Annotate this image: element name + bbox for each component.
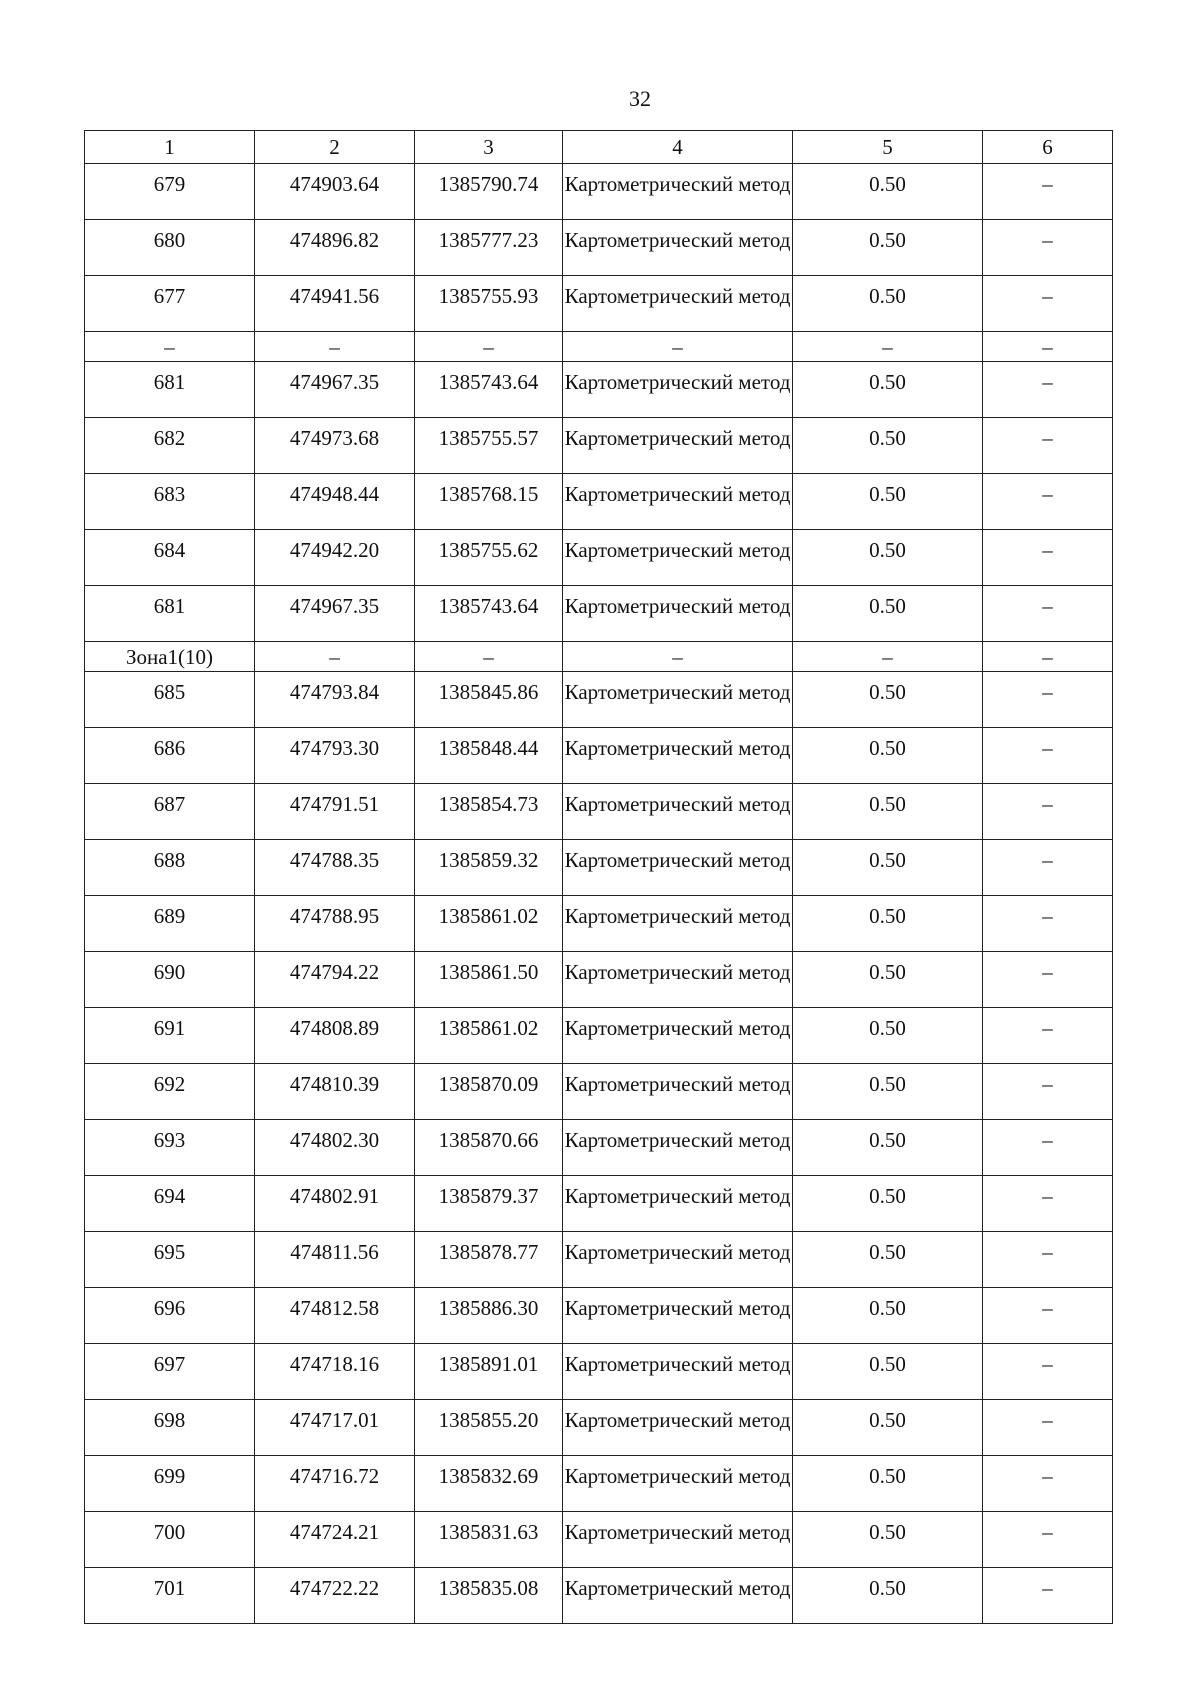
note-cell: – [983, 728, 1113, 784]
y-coordinate-cell: 1385848.44 [415, 728, 563, 784]
method-cell: Картометрический метод [563, 1064, 793, 1120]
method-cell: Картометрический метод [563, 672, 793, 728]
note-cell: – [983, 164, 1113, 220]
table-row [85, 164, 1113, 220]
column-header-5: 5 [793, 131, 983, 164]
table-row [85, 1400, 1113, 1456]
x-coordinate-cell: – [255, 642, 415, 672]
y-coordinate-cell: 1385854.73 [415, 784, 563, 840]
table-row [85, 530, 1113, 586]
point-number-cell: 696 [85, 1288, 255, 1344]
point-number-cell: 695 [85, 1232, 255, 1288]
y-coordinate-cell: 1385790.74 [415, 164, 563, 220]
point-number-cell: 700 [85, 1512, 255, 1568]
y-coordinate-cell: 1385755.62 [415, 530, 563, 586]
method-cell: Картометрический метод [563, 896, 793, 952]
x-coordinate-cell: 474802.91 [255, 1176, 415, 1232]
x-coordinate-cell: 474811.56 [255, 1232, 415, 1288]
y-coordinate-cell: 1385855.20 [415, 1400, 563, 1456]
table-row [85, 1232, 1113, 1288]
y-coordinate-cell: 1385891.01 [415, 1344, 563, 1400]
method-cell: Картометрический метод [563, 1568, 793, 1624]
note-cell: – [983, 784, 1113, 840]
x-coordinate-cell: 474793.84 [255, 672, 415, 728]
y-coordinate-cell: 1385886.30 [415, 1288, 563, 1344]
accuracy-cell: 0.50 [793, 362, 983, 418]
note-cell: – [983, 220, 1113, 276]
y-coordinate-cell: 1385859.32 [415, 840, 563, 896]
column-header-3: 3 [415, 131, 563, 164]
method-cell: Картометрический метод [563, 1008, 793, 1064]
note-cell: – [983, 1288, 1113, 1344]
note-cell: – [983, 672, 1113, 728]
note-cell: – [983, 1176, 1113, 1232]
point-number-cell: 692 [85, 1064, 255, 1120]
column-header-2: 2 [255, 131, 415, 164]
x-coordinate-cell: 474722.22 [255, 1568, 415, 1624]
accuracy-cell: 0.50 [793, 164, 983, 220]
accuracy-cell: 0.50 [793, 276, 983, 332]
method-cell: Картометрический метод [563, 1176, 793, 1232]
x-coordinate-cell: 474942.20 [255, 530, 415, 586]
table-row [85, 840, 1113, 896]
x-coordinate-cell: 474896.82 [255, 220, 415, 276]
x-coordinate-cell: 474788.95 [255, 896, 415, 952]
table-row [85, 784, 1113, 840]
point-number-cell: 694 [85, 1176, 255, 1232]
y-coordinate-cell: 1385870.09 [415, 1064, 563, 1120]
method-cell: Картометрический метод [563, 1512, 793, 1568]
accuracy-cell: 0.50 [793, 1064, 983, 1120]
point-number-cell: 679 [85, 164, 255, 220]
method-cell: Картометрический метод [563, 1344, 793, 1400]
note-cell: – [983, 586, 1113, 642]
table-row [85, 1512, 1113, 1568]
table-row [85, 362, 1113, 418]
accuracy-cell: 0.50 [793, 586, 983, 642]
x-coordinate-cell: 474941.56 [255, 276, 415, 332]
accuracy-cell: 0.50 [793, 1176, 983, 1232]
note-cell: – [983, 952, 1113, 1008]
method-cell: – [563, 332, 793, 362]
table-row [85, 642, 1113, 672]
table-row [85, 1568, 1113, 1624]
coordinates-table [84, 130, 1113, 1624]
accuracy-cell: – [793, 642, 983, 672]
accuracy-cell: – [793, 332, 983, 362]
y-coordinate-cell: 1385861.02 [415, 1008, 563, 1064]
accuracy-cell: 0.50 [793, 672, 983, 728]
x-coordinate-cell: 474718.16 [255, 1344, 415, 1400]
point-number-cell: 686 [85, 728, 255, 784]
x-coordinate-cell: 474903.64 [255, 164, 415, 220]
y-coordinate-cell: 1385870.66 [415, 1120, 563, 1176]
method-cell: Картометрический метод [563, 418, 793, 474]
page-number: 32 [629, 86, 651, 111]
column-header-1: 1 [85, 131, 255, 164]
note-cell: – [983, 1008, 1113, 1064]
point-number-cell: 684 [85, 530, 255, 586]
x-coordinate-cell: 474793.30 [255, 728, 415, 784]
table-row [85, 1064, 1113, 1120]
table-row [85, 332, 1113, 362]
accuracy-cell: 0.50 [793, 1456, 983, 1512]
y-coordinate-cell: 1385755.57 [415, 418, 563, 474]
point-number-cell: 681 [85, 362, 255, 418]
point-number-cell: – [85, 332, 255, 362]
point-number-cell: 693 [85, 1120, 255, 1176]
point-number-cell: 685 [85, 672, 255, 728]
note-cell: – [983, 418, 1113, 474]
x-coordinate-cell: 474724.21 [255, 1512, 415, 1568]
method-cell: Картометрический метод [563, 784, 793, 840]
table-row [85, 276, 1113, 332]
column-header-4: 4 [563, 131, 793, 164]
table-row [85, 418, 1113, 474]
note-cell: – [983, 642, 1113, 672]
method-cell: Картометрический метод [563, 164, 793, 220]
table-row [85, 1176, 1113, 1232]
x-coordinate-cell: 474973.68 [255, 418, 415, 474]
point-number-cell: 683 [85, 474, 255, 530]
y-coordinate-cell: 1385755.93 [415, 276, 563, 332]
y-coordinate-cell: 1385832.69 [415, 1456, 563, 1512]
x-coordinate-cell: 474716.72 [255, 1456, 415, 1512]
y-coordinate-cell: 1385861.50 [415, 952, 563, 1008]
x-coordinate-cell: – [255, 332, 415, 362]
point-number-cell: 698 [85, 1400, 255, 1456]
table-row [85, 1344, 1113, 1400]
table-header-row [85, 131, 1113, 164]
accuracy-cell: 0.50 [793, 418, 983, 474]
table-row [85, 1288, 1113, 1344]
table-body [85, 164, 1113, 1624]
accuracy-cell: 0.50 [793, 530, 983, 586]
table-row [85, 1456, 1113, 1512]
y-coordinate-cell: 1385831.63 [415, 1512, 563, 1568]
note-cell: – [983, 1512, 1113, 1568]
accuracy-cell: 0.50 [793, 952, 983, 1008]
point-number-cell: 688 [85, 840, 255, 896]
note-cell: – [983, 1120, 1113, 1176]
y-coordinate-cell: 1385743.64 [415, 362, 563, 418]
y-coordinate-cell: 1385768.15 [415, 474, 563, 530]
accuracy-cell: 0.50 [793, 896, 983, 952]
note-cell: – [983, 896, 1113, 952]
method-cell: Картометрический метод [563, 840, 793, 896]
x-coordinate-cell: 474948.44 [255, 474, 415, 530]
point-number-cell: 689 [85, 896, 255, 952]
x-coordinate-cell: 474810.39 [255, 1064, 415, 1120]
point-number-cell: Зона1(10) [85, 642, 255, 672]
method-cell: Картометрический метод [563, 474, 793, 530]
x-coordinate-cell: 474794.22 [255, 952, 415, 1008]
method-cell: Картометрический метод [563, 362, 793, 418]
table-row [85, 952, 1113, 1008]
table-row [85, 586, 1113, 642]
y-coordinate-cell: 1385835.08 [415, 1568, 563, 1624]
accuracy-cell: 0.50 [793, 1120, 983, 1176]
method-cell: Картометрический метод [563, 728, 793, 784]
y-coordinate-cell: 1385861.02 [415, 896, 563, 952]
accuracy-cell: 0.50 [793, 1512, 983, 1568]
note-cell: – [983, 1456, 1113, 1512]
note-cell: – [983, 1064, 1113, 1120]
accuracy-cell: 0.50 [793, 1568, 983, 1624]
x-coordinate-cell: 474802.30 [255, 1120, 415, 1176]
table-row [85, 220, 1113, 276]
x-coordinate-cell: 474717.01 [255, 1400, 415, 1456]
accuracy-cell: 0.50 [793, 1008, 983, 1064]
y-coordinate-cell: 1385879.37 [415, 1176, 563, 1232]
point-number-cell: 690 [85, 952, 255, 1008]
point-number-cell: 681 [85, 586, 255, 642]
accuracy-cell: 0.50 [793, 1344, 983, 1400]
method-cell: Картометрический метод [563, 586, 793, 642]
method-cell: Картометрический метод [563, 952, 793, 1008]
table-row [85, 896, 1113, 952]
accuracy-cell: 0.50 [793, 474, 983, 530]
point-number-cell: 687 [85, 784, 255, 840]
table-row [85, 1120, 1113, 1176]
point-number-cell: 697 [85, 1344, 255, 1400]
x-coordinate-cell: 474788.35 [255, 840, 415, 896]
y-coordinate-cell: – [415, 332, 563, 362]
y-coordinate-cell: 1385743.64 [415, 586, 563, 642]
accuracy-cell: 0.50 [793, 1288, 983, 1344]
point-number-cell: 691 [85, 1008, 255, 1064]
method-cell: Картометрический метод [563, 276, 793, 332]
accuracy-cell: 0.50 [793, 220, 983, 276]
note-cell: – [983, 362, 1113, 418]
x-coordinate-cell: 474967.35 [255, 362, 415, 418]
method-cell: Картометрический метод [563, 530, 793, 586]
note-cell: – [983, 1344, 1113, 1400]
y-coordinate-cell: 1385878.77 [415, 1232, 563, 1288]
column-header-6: 6 [983, 131, 1113, 164]
x-coordinate-cell: 474967.35 [255, 586, 415, 642]
point-number-cell: 699 [85, 1456, 255, 1512]
y-coordinate-cell: 1385777.23 [415, 220, 563, 276]
method-cell: Картометрический метод [563, 1400, 793, 1456]
table-row [85, 672, 1113, 728]
y-coordinate-cell: 1385845.86 [415, 672, 563, 728]
point-number-cell: 682 [85, 418, 255, 474]
note-cell: – [983, 332, 1113, 362]
method-cell: Картометрический метод [563, 1232, 793, 1288]
accuracy-cell: 0.50 [793, 728, 983, 784]
x-coordinate-cell: 474808.89 [255, 1008, 415, 1064]
method-cell: Картометрический метод [563, 1120, 793, 1176]
note-cell: – [983, 474, 1113, 530]
table-row [85, 728, 1113, 784]
accuracy-cell: 0.50 [793, 1232, 983, 1288]
note-cell: – [983, 1568, 1113, 1624]
y-coordinate-cell: – [415, 642, 563, 672]
note-cell: – [983, 1232, 1113, 1288]
accuracy-cell: 0.50 [793, 784, 983, 840]
table-row [85, 1008, 1113, 1064]
method-cell: Картометрический метод [563, 220, 793, 276]
point-number-cell: 677 [85, 276, 255, 332]
accuracy-cell: 0.50 [793, 840, 983, 896]
method-cell: – [563, 642, 793, 672]
method-cell: Картометрический метод [563, 1288, 793, 1344]
note-cell: – [983, 530, 1113, 586]
point-number-cell: 701 [85, 1568, 255, 1624]
note-cell: – [983, 840, 1113, 896]
table-row [85, 474, 1113, 530]
point-number-cell: 680 [85, 220, 255, 276]
accuracy-cell: 0.50 [793, 1400, 983, 1456]
x-coordinate-cell: 474812.58 [255, 1288, 415, 1344]
method-cell: Картометрический метод [563, 1456, 793, 1512]
x-coordinate-cell: 474791.51 [255, 784, 415, 840]
note-cell: – [983, 276, 1113, 332]
note-cell: – [983, 1400, 1113, 1456]
